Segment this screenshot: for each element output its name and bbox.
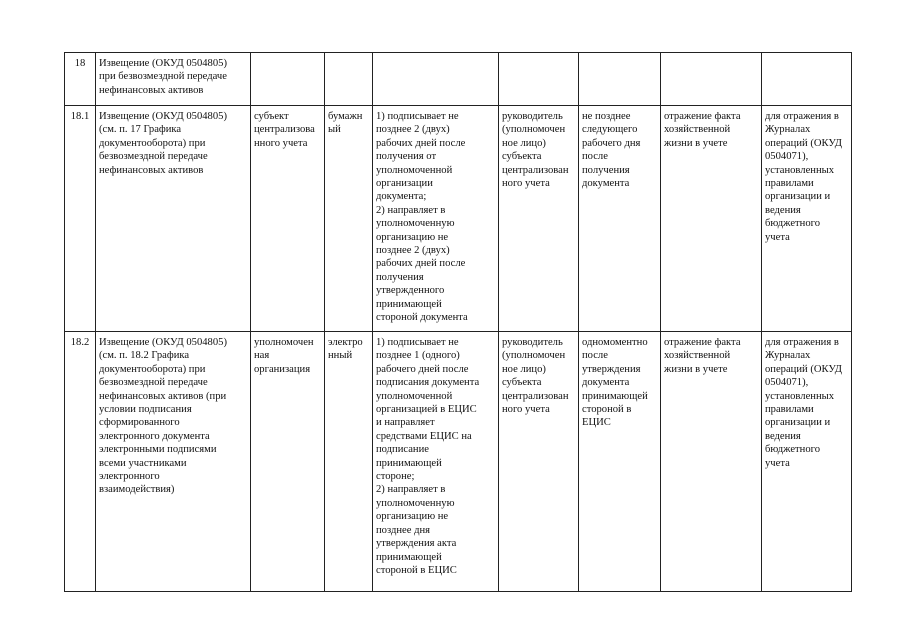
document-name-cell: Извещение (ОКУД 0504805) (см. п. 17 Графика документооборота) при безвозмездной передаче нефинансовых активов	[96, 106, 251, 332]
purpose-cell: отражение факта хозяйственной жизни в учете	[661, 332, 762, 592]
creator-cell	[251, 53, 325, 106]
row-number: 18.2	[65, 332, 96, 592]
use-cell	[762, 53, 852, 106]
form-cell: бумажн ый	[325, 106, 373, 332]
table-row	[65, 332, 852, 592]
use-cell: для отражения в Журналах операций (ОКУД 0504071), установленных правилами организации и ведения бюджетного учета	[762, 332, 852, 592]
deadline-cell: одномоментно после утверждения документа принимающей стороной в ЕЦИС	[579, 332, 661, 592]
deadline-cell	[579, 53, 661, 106]
creator-cell: уполномочен ная организация	[251, 332, 325, 592]
row-number: 18.1	[65, 106, 96, 332]
responsible-cell: руководитель (уполномочен ное лицо) субъекта централизован ного учета	[499, 106, 579, 332]
table-row	[65, 106, 852, 332]
creator-cell: субъект централизова нного учета	[251, 106, 325, 332]
form-cell: электро нный	[325, 332, 373, 592]
purpose-cell: отражение факта хозяйственной жизни в учете	[661, 106, 762, 332]
procedure-cell: 1) подписывает не позднее 2 (двух) рабочих дней после получения от уполномоченной организации документа; 2) направляет в уполномоченную организацию не позднее 2 (двух) рабочих дней после получения утвержденного принимающей стороной документа	[373, 106, 499, 332]
deadline-cell: не позднее следующего рабочего дня после получения документа	[579, 106, 661, 332]
responsible-cell: руководитель (уполномочен ное лицо) субъекта централизован ного учета	[499, 332, 579, 592]
use-cell: для отражения в Журналах операций (ОКУД 0504071), установленных правилами организации и ведения бюджетного учета	[762, 106, 852, 332]
procedure-cell: 1) подписывает не позднее 1 (одного) рабочего дней после подписания документа уполномоченной организацией в ЕЦИС и направляет средствами ЕЦИС на подписание принимающей стороне; 2) направляет в уполномоченную организацию не позднее дня утверждения акта принимающей стороной в ЕЦИС	[373, 332, 499, 592]
row-number: 18	[65, 53, 96, 106]
procedure-cell	[373, 53, 499, 106]
document-name-cell: Извещение (ОКУД 0504805) при безвозмездной передаче нефинансовых активов	[96, 53, 251, 106]
table-row	[65, 53, 852, 106]
form-cell	[325, 53, 373, 106]
purpose-cell	[661, 53, 762, 106]
responsible-cell	[499, 53, 579, 106]
document-flow-table	[64, 52, 852, 592]
document-name-cell: Извещение (ОКУД 0504805) (см. п. 18.2 Графика документооборота) при безвозмездной передаче нефинансовых активов (при условии подписания сформированного электронного документа электронными подписями всеми участниками электронного взаимодействия)	[96, 332, 251, 592]
